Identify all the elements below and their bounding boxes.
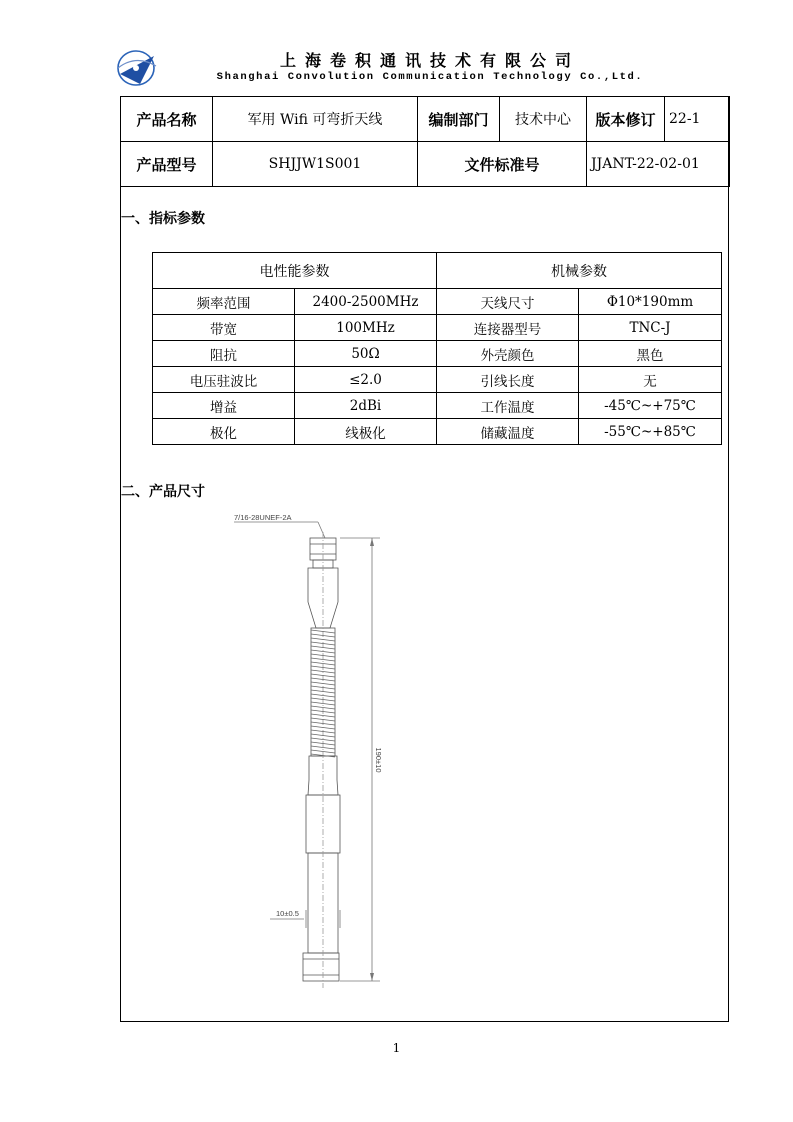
doc-no-label: 文件标准号 xyxy=(418,142,587,187)
spec-cell: 2400-2500MHz xyxy=(295,289,437,315)
spec-cell: 工作温度 xyxy=(437,393,579,419)
doc-no-value: JJANT-22-02-01 xyxy=(587,142,730,187)
document-frame xyxy=(120,96,729,1022)
spec-cell: 黑色 xyxy=(579,341,722,367)
page-number: 1 xyxy=(392,1041,401,1055)
spec-cell: 增益 xyxy=(153,393,295,419)
spec-cell: 无 xyxy=(579,367,722,393)
spec-table xyxy=(152,252,722,445)
dept-label: 编制部门 xyxy=(418,97,500,142)
electrical-header: 电性能参数 xyxy=(153,253,437,289)
length-dimension-label: 190±10 xyxy=(374,747,383,773)
dept-value: 技术中心 xyxy=(500,97,587,142)
spec-cell: 极化 xyxy=(153,419,295,445)
spec-cell: 线极化 xyxy=(295,419,437,445)
spec-cell: 频率范围 xyxy=(153,289,295,315)
antenna-drawing xyxy=(220,510,400,1000)
spec-cell: 50Ω xyxy=(295,341,437,367)
spec-cell: 2dBi xyxy=(295,393,437,419)
table-row xyxy=(153,315,722,341)
table-row xyxy=(153,419,722,445)
spec-cell: 天线尺寸 xyxy=(437,289,579,315)
thread-spec-label: 7/16-28UNEF-2A xyxy=(234,513,292,522)
spec-cell: TNC-J xyxy=(579,315,722,341)
spec-cell: -55℃~+85℃ xyxy=(579,419,722,445)
revision-label: 版本修订 xyxy=(587,97,665,142)
spec-cell: 100MHz xyxy=(295,315,437,341)
product-name-value: 军用 Wifi 可弯折天线 xyxy=(213,97,418,142)
spec-cell: 外壳颜色 xyxy=(437,341,579,367)
spec-cell: 连接器型号 xyxy=(437,315,579,341)
document-header-table xyxy=(120,96,730,187)
spec-cell: Φ10*190mm xyxy=(579,289,722,315)
product-name-label: 产品名称 xyxy=(121,97,213,142)
company-name-cn: 上海卷积通讯技术有限公司 xyxy=(279,51,580,70)
spec-cell: 储藏温度 xyxy=(437,419,579,445)
spec-cell: 引线长度 xyxy=(437,367,579,393)
spec-cell: ≤2.0 xyxy=(295,367,437,393)
mechanical-header: 机械参数 xyxy=(437,253,722,289)
spec-cell: 阻抗 xyxy=(153,341,295,367)
revision-value: 22-1 xyxy=(665,97,730,142)
table-row xyxy=(153,341,722,367)
table-row xyxy=(153,367,722,393)
company-name-en: Shanghai Convolution Communication Technology Co.,Ltd. xyxy=(216,71,644,83)
section-title-specs: 一、指标参数 xyxy=(121,211,205,227)
model-label: 产品型号 xyxy=(121,142,213,187)
model-value: SHJJW1S001 xyxy=(213,142,418,187)
company-logo-icon xyxy=(114,44,160,90)
spec-cell: -45℃~+75℃ xyxy=(579,393,722,419)
table-row xyxy=(153,393,722,419)
spec-cell: 带宽 xyxy=(153,315,295,341)
table-row xyxy=(153,289,722,315)
spec-cell: 电压驻波比 xyxy=(153,367,295,393)
section-title-dimensions: 二、产品尺寸 xyxy=(121,484,205,500)
diameter-dimension-label: 10±0.5 xyxy=(276,909,299,918)
